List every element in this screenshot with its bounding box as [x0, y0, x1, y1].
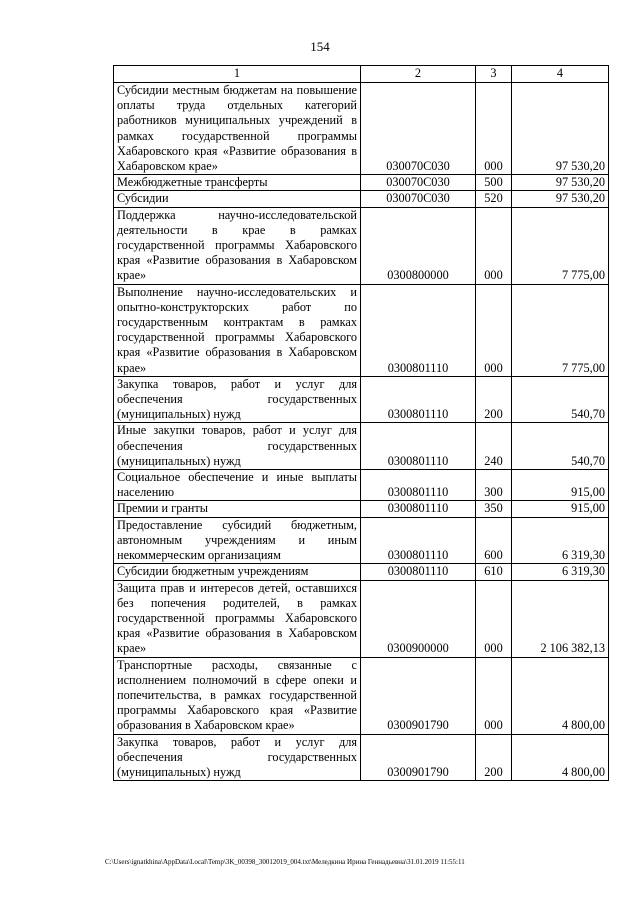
row-name-cell: Выполнение научно-исследовательских и опытно-конструкторских работ по государственным контрактам в рамках государственной программы Хабаровского края «Развитие образования в Хабаровском крае»	[114, 284, 361, 376]
row-amount-cell: 6 319,30	[512, 564, 609, 580]
table-row	[114, 580, 609, 657]
row-type-cell: 000	[476, 207, 512, 284]
table-row	[114, 423, 609, 470]
row-name-cell: Субсидии местным бюджетам на повышение оплаты труда отдельных категорий работников муниципальных учреждений в рамках государственной программы Хабаровского края «Развитие образования в Хабаровском крае»	[114, 83, 361, 175]
row-name-cell: Премии и гранты	[114, 501, 361, 517]
row-code-cell: 030070С030	[361, 175, 476, 191]
table-row	[114, 657, 609, 734]
row-code-cell: 0300801110	[361, 517, 476, 564]
table-body	[114, 83, 609, 781]
row-name-cell: Закупка товаров, работ и услуг для обеспечения государственных (муниципальных) нужд	[114, 376, 361, 423]
row-amount-cell: 4 800,00	[512, 734, 609, 781]
row-type-cell: 200	[476, 376, 512, 423]
row-code-cell: 0300801110	[361, 376, 476, 423]
table-row	[114, 191, 609, 207]
row-amount-cell: 915,00	[512, 470, 609, 501]
row-code-cell: 0300801110	[361, 564, 476, 580]
row-type-cell: 350	[476, 501, 512, 517]
table-row	[114, 501, 609, 517]
table-row	[114, 564, 609, 580]
row-name-cell: Субсидии	[114, 191, 361, 207]
row-amount-cell: 4 800,00	[512, 657, 609, 734]
row-amount-cell: 97 530,20	[512, 191, 609, 207]
row-code-cell: 0300801110	[361, 470, 476, 501]
table-row	[114, 284, 609, 376]
row-type-cell: 000	[476, 83, 512, 175]
table-row	[114, 470, 609, 501]
column-header-type: 3	[476, 66, 512, 83]
row-type-cell: 610	[476, 564, 512, 580]
row-type-cell: 000	[476, 284, 512, 376]
row-code-cell: 0300901790	[361, 657, 476, 734]
row-amount-cell: 540,70	[512, 423, 609, 470]
row-code-cell: 0300800000	[361, 207, 476, 284]
row-amount-cell: 97 530,20	[512, 83, 609, 175]
row-code-cell: 0300901790	[361, 734, 476, 781]
row-type-cell: 520	[476, 191, 512, 207]
row-name-cell: Закупка товаров, работ и услуг для обеспечения государственных (муниципальных) нужд	[114, 734, 361, 781]
table-row	[114, 83, 609, 175]
row-name-cell: Иные закупки товаров, работ и услуг для обеспечения государственных (муниципальных) нужд	[114, 423, 361, 470]
row-amount-cell: 6 319,30	[512, 517, 609, 564]
column-header-amount: 4	[512, 66, 609, 83]
file-path-footer: C:\Users\ignatkhina\AppData\Local\Temp\3K_00398_30012019_004.txt\Меледкина Ирина Геннадьевна\31.01.2019 11:55:11	[105, 858, 465, 866]
row-type-cell: 500	[476, 175, 512, 191]
column-header-code: 2	[361, 66, 476, 83]
row-code-cell: 0300801110	[361, 284, 476, 376]
row-amount-cell: 2 106 382,13	[512, 580, 609, 657]
row-code-cell: 0300900000	[361, 580, 476, 657]
row-amount-cell: 540,70	[512, 376, 609, 423]
row-code-cell: 0300801110	[361, 501, 476, 517]
row-amount-cell: 7 775,00	[512, 284, 609, 376]
row-type-cell: 600	[476, 517, 512, 564]
row-code-cell: 030070С030	[361, 191, 476, 207]
row-name-cell: Предоставление субсидий бюджетным, автономным учреждениям и иным некоммерческим организациям	[114, 517, 361, 564]
row-name-cell: Межбюджетные трансферты	[114, 175, 361, 191]
row-code-cell: 030070С030	[361, 83, 476, 175]
row-type-cell: 300	[476, 470, 512, 501]
table-row	[114, 734, 609, 781]
row-amount-cell: 7 775,00	[512, 207, 609, 284]
row-type-cell: 240	[476, 423, 512, 470]
row-name-cell: Субсидии бюджетным учреждениям	[114, 564, 361, 580]
table-row	[114, 207, 609, 284]
row-type-cell: 000	[476, 580, 512, 657]
row-amount-cell: 915,00	[512, 501, 609, 517]
page-number: 154	[310, 39, 330, 54]
row-name-cell: Защита прав и интересов детей, оставшихся без попечения родителей, в рамках государственной программы Хабаровского края «Развитие образования в Хабаровском крае»	[114, 580, 361, 657]
row-code-cell: 0300801110	[361, 423, 476, 470]
table-header-row	[114, 66, 609, 83]
row-type-cell: 200	[476, 734, 512, 781]
table-row	[114, 376, 609, 423]
column-header-name: 1	[114, 66, 361, 83]
row-amount-cell: 97 530,20	[512, 175, 609, 191]
row-type-cell: 000	[476, 657, 512, 734]
budget-table	[113, 65, 609, 781]
row-name-cell: Поддержка научно-исследовательской деятельности в крае в рамках государственной программы Хабаровского края «Развитие образования в Хабаровском крае»	[114, 207, 361, 284]
table-row	[114, 517, 609, 564]
row-name-cell: Социальное обеспечение и иные выплаты населению	[114, 470, 361, 501]
table-row	[114, 175, 609, 191]
row-name-cell: Транспортные расходы, связанные с исполнением полномочий в сфере опеки и попечительства, в рамках государственной программы Хабаровского края «Развитие образования в Хабаровском крае»	[114, 657, 361, 734]
